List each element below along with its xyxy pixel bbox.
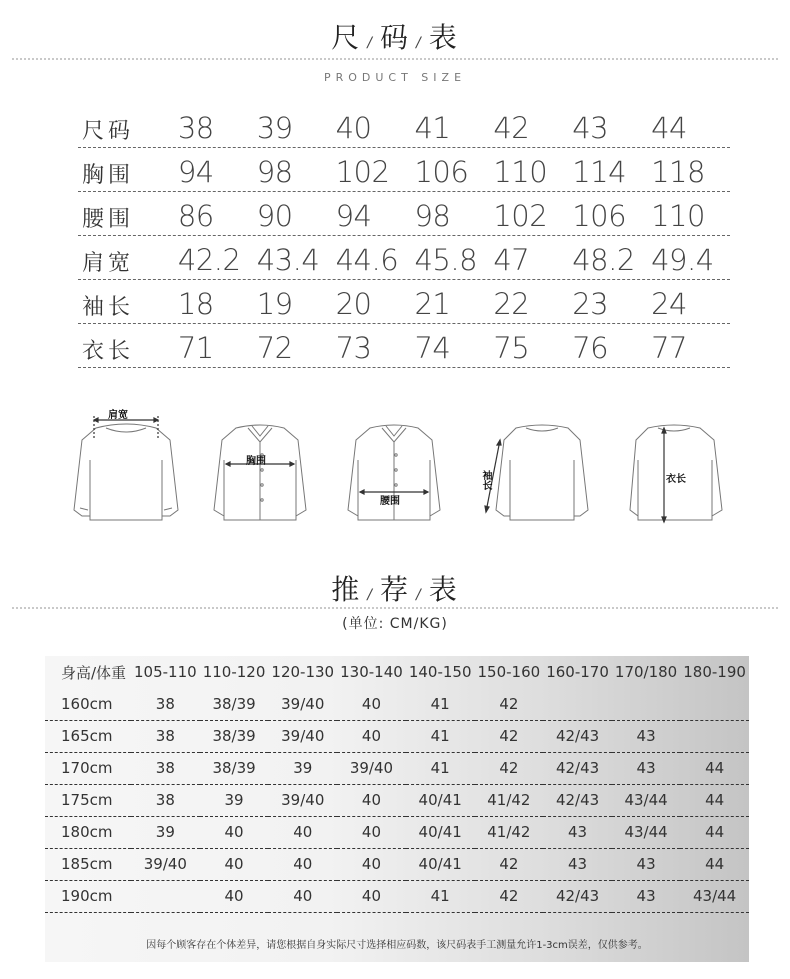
- size-cell: 40: [361, 855, 381, 873]
- length-diagram: [618, 400, 738, 530]
- size-value: 110: [651, 199, 705, 233]
- size-cell: 41: [430, 887, 450, 905]
- height-cell: 190cm: [61, 887, 113, 905]
- chest-label: 胸围: [246, 456, 266, 467]
- shoulder-diagram: [66, 400, 186, 530]
- size-cell: 40: [361, 823, 381, 841]
- size-cell: 39/40: [281, 727, 325, 745]
- size-value: 20: [335, 287, 372, 321]
- size-value: 73: [335, 331, 372, 365]
- size-cell: [543, 688, 612, 720]
- size-value: 21: [414, 287, 451, 321]
- size-cell: 41: [430, 759, 450, 777]
- size-value: 114: [572, 155, 627, 189]
- size-cell: 40/41: [418, 823, 462, 841]
- size-cell: 42/43: [555, 727, 600, 745]
- size-value: 102: [493, 199, 548, 233]
- size-chart-subtitle: PRODUCT SIZE: [323, 71, 467, 84]
- waist-label: 腰围: [380, 496, 400, 507]
- size-value: 47: [493, 243, 530, 277]
- column-header: 120-130: [271, 663, 335, 681]
- size-chart-title: 尺 / 码 / 表: [331, 21, 459, 54]
- size-value: 106: [414, 155, 469, 189]
- size-value: 98: [256, 155, 293, 189]
- column-header: 130-140: [340, 663, 403, 681]
- size-cell: 40: [361, 791, 381, 809]
- size-row-label: 胸围: [82, 163, 135, 188]
- size-cell: 44: [705, 759, 725, 777]
- size-cell: 44: [705, 855, 725, 873]
- height-cell: 160cm: [61, 694, 113, 713]
- size-row-label: 腰围: [82, 207, 135, 232]
- column-header: 110-120: [202, 663, 266, 681]
- size-cell: [680, 720, 749, 752]
- size-row: [78, 192, 730, 236]
- size-cell: 44: [705, 791, 725, 809]
- size-cell: 38/39: [212, 694, 256, 713]
- size-cell: 40: [361, 727, 381, 745]
- size-cell: 41/42: [487, 823, 531, 841]
- column-header: 140-150: [408, 663, 472, 681]
- shirt-back-icon: [618, 400, 738, 530]
- size-cell: 42: [499, 694, 519, 713]
- size-cell: 42/43: [555, 791, 600, 809]
- size-cell: 42: [499, 855, 519, 873]
- shirt-front-icon: [334, 400, 454, 530]
- size-row: [78, 104, 730, 148]
- shirt-back-icon: [476, 400, 596, 530]
- size-cell: 39: [293, 759, 313, 777]
- size-cell: 40/41: [418, 791, 462, 809]
- size-value: 44: [651, 111, 688, 145]
- size-cell: 43: [636, 759, 656, 777]
- size-value: 45.8: [414, 243, 478, 277]
- chest-diagram: [200, 400, 320, 530]
- column-header: 160-170: [546, 663, 609, 681]
- column-header: 180-190: [683, 663, 746, 681]
- height-cell: 170cm: [61, 759, 113, 777]
- divider: [12, 58, 778, 60]
- size-cell: 40: [293, 855, 313, 873]
- size-cell: 38/39: [212, 759, 256, 777]
- size-value: 110: [493, 155, 548, 189]
- size-value: 18: [177, 287, 214, 321]
- size-value: 102: [335, 155, 390, 189]
- unit-label: (单位: CM/KG): [342, 616, 448, 632]
- table-row: [45, 720, 749, 752]
- size-cell: 40: [293, 823, 313, 841]
- size-value: 41: [414, 111, 451, 145]
- disclaimer-note: 因每个顾客存在个体差异，请您根据自身实际尺寸选择相应码数，该尺码表手工测量允许1-3cm误差，仅供参考。: [146, 940, 648, 951]
- size-value: 94: [335, 199, 372, 233]
- size-cell: 43: [636, 855, 656, 873]
- size-value: 39: [256, 111, 293, 145]
- size-cell: 42: [499, 759, 519, 777]
- size-value: 24: [651, 287, 688, 321]
- size-cell: 38: [155, 791, 175, 809]
- size-value: 98: [414, 199, 451, 233]
- size-row-label: 袖长: [82, 295, 135, 320]
- recommend-table: [45, 656, 749, 913]
- size-cell: 39/40: [349, 759, 394, 777]
- recommend-table-panel: [45, 656, 749, 962]
- size-value: 75: [493, 331, 530, 365]
- table-header-row: [45, 656, 749, 688]
- size-cell: 38: [155, 694, 175, 713]
- size-cell: 39/40: [281, 791, 325, 809]
- size-cell: 39/40: [281, 694, 325, 713]
- size-cell: 42: [499, 727, 519, 745]
- size-value: 72: [256, 331, 293, 365]
- size-value: 94: [177, 155, 214, 189]
- size-row: [78, 236, 730, 280]
- column-header: 105-110: [134, 663, 197, 681]
- size-cell: 41: [430, 694, 450, 713]
- table-row: [45, 752, 749, 784]
- size-cell: 43: [568, 823, 588, 841]
- size-value: 48.2: [572, 243, 635, 277]
- size-value: 86: [177, 199, 214, 233]
- size-cell: 40: [293, 887, 313, 905]
- size-value: 22: [493, 287, 530, 321]
- size-cell: 39: [155, 823, 175, 841]
- height-cell: 165cm: [61, 727, 113, 745]
- size-cell: 40: [224, 887, 244, 905]
- size-cell: 38: [155, 759, 175, 777]
- size-cell: [612, 688, 680, 720]
- size-cell: 43: [636, 887, 656, 905]
- table-row: [45, 688, 749, 720]
- size-cell: 43/44: [624, 823, 668, 841]
- size-cell: 41/42: [487, 791, 531, 809]
- size-cell: 42/43: [555, 759, 600, 777]
- shoulder-label: 肩宽: [108, 410, 128, 421]
- height-cell: 180cm: [61, 823, 113, 841]
- size-value: 49.4: [651, 243, 714, 277]
- size-value: 40: [335, 111, 372, 145]
- divider: [12, 607, 778, 609]
- size-cell: 38: [155, 727, 175, 745]
- size-cell: 43: [568, 855, 588, 873]
- size-row-label: 肩宽: [82, 251, 135, 276]
- size-cell: 40/41: [418, 855, 462, 873]
- size-cell: [680, 688, 749, 720]
- column-header: 150-160: [477, 663, 541, 681]
- size-cell: 39/40: [143, 855, 187, 873]
- size-cell: 38/39: [212, 727, 256, 745]
- size-cell: 44: [705, 823, 725, 841]
- size-cell: 41: [430, 727, 450, 745]
- size-cell: 40: [361, 694, 381, 713]
- sleeve-label: 袖长: [480, 470, 491, 490]
- table-row: [45, 880, 749, 912]
- size-value: 42.2: [177, 243, 241, 277]
- size-cell: 40: [361, 887, 381, 905]
- size-row: [78, 324, 730, 368]
- table-row: [45, 784, 749, 816]
- size-value: 42: [493, 111, 530, 145]
- size-value: 71: [177, 331, 214, 365]
- size-cell: 43/44: [624, 791, 668, 809]
- size-value: 90: [256, 199, 293, 233]
- size-cell: 39: [224, 791, 244, 809]
- table-row: [45, 816, 749, 848]
- size-value: 43: [572, 111, 609, 145]
- size-value: 76: [572, 331, 609, 365]
- size-value: 38: [177, 111, 214, 145]
- size-row-label: 衣长: [82, 339, 135, 364]
- size-cell: 40: [224, 855, 244, 873]
- size-value: 106: [572, 199, 627, 233]
- height-cell: 185cm: [61, 855, 113, 873]
- size-value: 19: [256, 287, 293, 321]
- size-row-label: 尺码: [82, 119, 135, 144]
- size-cell: 42: [499, 887, 519, 905]
- size-table: [78, 104, 730, 368]
- size-cell: 42/43: [555, 887, 600, 905]
- size-cell: 40: [224, 823, 244, 841]
- size-value: 77: [651, 331, 688, 365]
- size-cell: 43/44: [693, 887, 737, 905]
- size-value: 44.6: [335, 243, 399, 277]
- recommend-chart-title: 推 / 荐 / 表: [331, 573, 459, 606]
- size-value: 74: [414, 331, 451, 365]
- sleeve-diagram: [476, 400, 596, 530]
- size-cell: [131, 880, 200, 912]
- length-label: 衣长: [666, 474, 686, 485]
- size-cell: 43: [636, 727, 656, 745]
- size-row: [78, 148, 730, 192]
- column-header: 身高/体重: [61, 663, 127, 682]
- size-value: 118: [651, 155, 705, 189]
- size-row: [78, 280, 730, 324]
- waist-diagram: [334, 400, 454, 530]
- size-value: 43.4: [256, 243, 320, 277]
- height-cell: 175cm: [61, 791, 113, 809]
- column-header: 170/180: [614, 663, 678, 681]
- size-value: 23: [572, 287, 609, 321]
- table-row: [45, 848, 749, 880]
